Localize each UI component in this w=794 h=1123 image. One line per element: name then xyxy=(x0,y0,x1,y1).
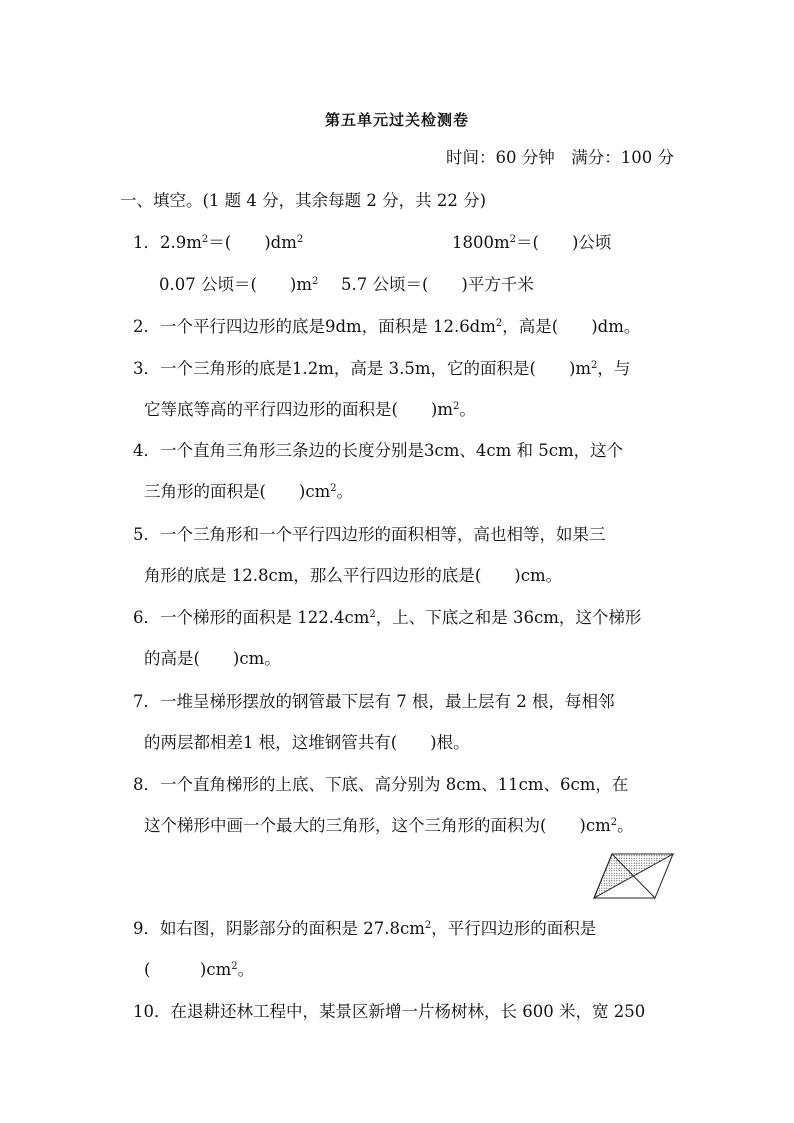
q8-line-1: 8．一个直角梯形的上底、下底、高分别为 8cm、11cm、6cm，在 xyxy=(133,775,629,794)
q6-line-2: 的高是( )cm。 xyxy=(144,649,281,668)
q9-line-2: ( )$cm^2$。 xyxy=(144,960,255,979)
q1-part-c: 0.07 公顷＝( )$m^2$ xyxy=(159,275,319,294)
parallelogram-figure xyxy=(593,852,675,900)
q10-line-1: 10．在退耕还林工程中，某景区新增一片杨树林，长 600 米，宽 250 xyxy=(133,1002,646,1021)
q3-line-1: 3．一个三角形的底是1.2m，高是 3.5m，它的面积是( )$m^2$，与 xyxy=(133,359,631,378)
q7-line-1: 7．一堆呈梯形摆放的钢管最下层有 7 根，最上层有 2 根，每相邻 xyxy=(133,692,615,711)
q8-line-2: 这个梯形中画一个最大的三角形，这个三角形的面积为( )$cm^2$。 xyxy=(144,816,634,835)
q4-line-1: 4．一个直角三角形三条边的长度分别是3cm、4cm 和 5cm，这个 xyxy=(133,441,624,460)
q4-line-2: 三角形的面积是( )$cm^2$。 xyxy=(144,482,354,501)
q9-line-1: 9．如右图，阴影部分的面积是 $27.8cm^2$，平行四边形的面积是 xyxy=(133,919,597,938)
q1-part-d: 5.7 公顷＝( )平方千米 xyxy=(341,275,534,294)
q1-part-b: $1800m^2=$( )公顷 xyxy=(452,233,612,252)
section-heading: 一、填空。(1 题 4 分，其余每题 2 分，共 22 分) xyxy=(120,191,487,210)
q5-line-2: 角形的底是 12.8cm，那么平行四边形的底是( )cm。 xyxy=(144,566,563,585)
q2-line: 2．一个平行四边形的底是9dm，面积是 $12.6dm^2$，高是( )dm。 xyxy=(133,317,641,336)
q7-line-2: 的两层都相差1 根，这堆钢管共有( )根。 xyxy=(144,733,470,752)
page-title: 第五单元过关检测卷 xyxy=(324,111,469,129)
time-info: 时间：60 分钟 满分：100 分 xyxy=(446,148,674,167)
q6-line-1: 6．一个梯形的面积是 $122.4cm^2$，上、下底之和是 36cm，这个梯形 xyxy=(133,608,642,627)
q5-line-1: 5．一个三角形和一个平行四边形的面积相等，高也相等，如果三 xyxy=(133,525,606,544)
q1-part-a: 1．$2.9m^2=$( )$dm^2$ xyxy=(133,233,304,252)
q3-line-2: 它等底等高的平行四边形的面积是( )$m^2$。 xyxy=(144,400,476,419)
